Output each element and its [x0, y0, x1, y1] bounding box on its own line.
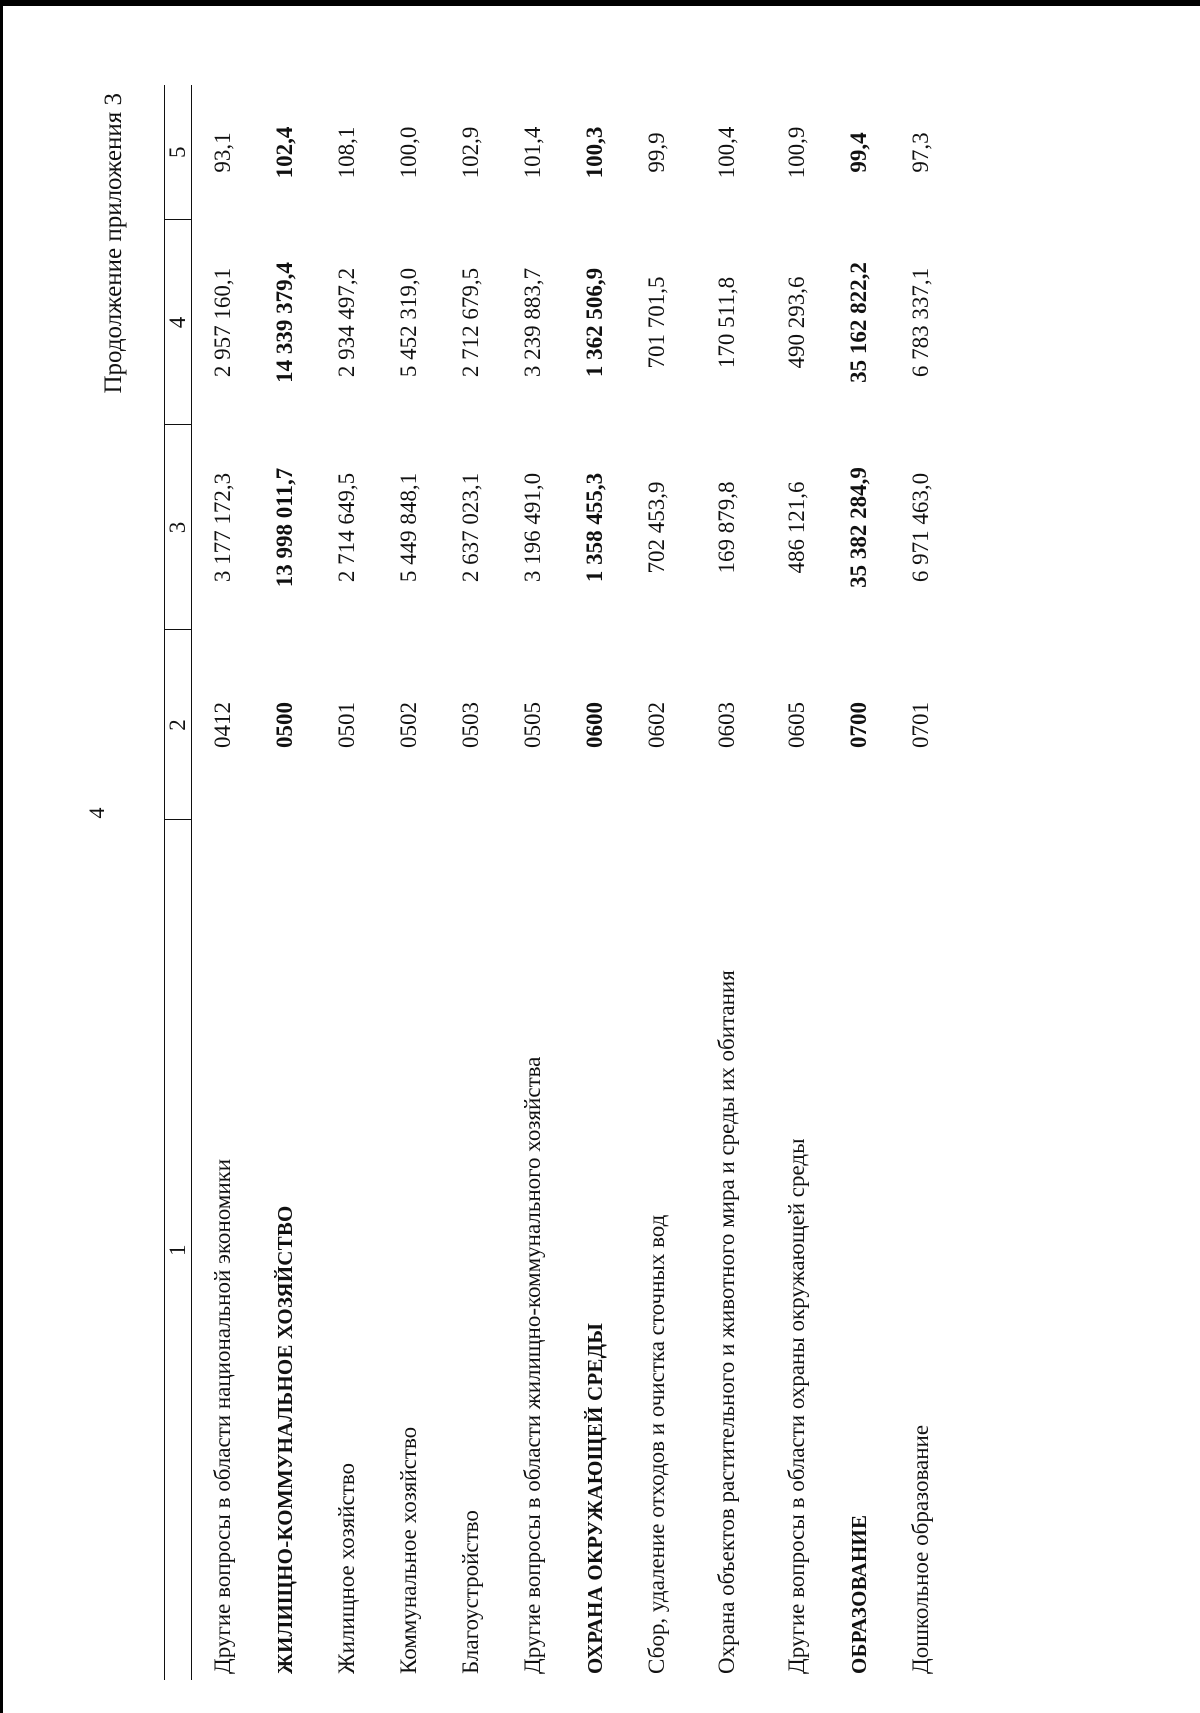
- row-percent-col5: 100,0: [395, 126, 421, 179]
- table-row: [192, 85, 254, 1680]
- row-percent-col5: 100,4: [713, 126, 739, 179]
- row-code: 0505: [519, 702, 545, 748]
- row-value-col3: 702 453,9: [643, 481, 669, 574]
- row-code: 0501: [333, 702, 359, 748]
- header-col-3: 3: [165, 425, 192, 630]
- table-row: [440, 85, 502, 1680]
- row-name: ЖИЛИЩНО-КОММУНАЛЬНОЕ ХОЗЯЙСТВО: [272, 1205, 297, 1674]
- row-value-col3: 2 637 023,1: [457, 472, 483, 583]
- row-percent-col5: 100,3: [581, 126, 607, 179]
- row-name: Благоустройство: [457, 1510, 483, 1674]
- table-row: [564, 85, 626, 1680]
- row-value-col3: 1 358 455,3: [581, 472, 607, 583]
- row-code: 0502: [395, 702, 421, 748]
- row-code: 0603: [713, 702, 739, 748]
- row-name: Другие вопросы в области жилищно-коммунального хозяйства: [519, 1056, 545, 1674]
- budget-table: [164, 85, 952, 1680]
- table-row: [626, 85, 688, 1680]
- row-percent-col5: 102,4: [271, 126, 297, 179]
- row-value-col3: 6 971 463,0: [907, 472, 933, 583]
- row-value-col4: 35 162 822,2: [845, 262, 871, 383]
- row-code: 0412: [209, 702, 235, 748]
- row-percent-col5: 108,1: [333, 126, 359, 179]
- row-name: Дошкольное образование: [907, 1424, 933, 1674]
- row-value-col4: 701 701,5: [643, 276, 669, 369]
- row-percent-col5: 97,3: [907, 132, 933, 173]
- row-percent-col5: 99,9: [643, 132, 669, 173]
- row-code: 0600: [581, 702, 607, 748]
- row-value-col3: 13 998 011,7: [271, 467, 297, 588]
- row-code: 0700: [845, 702, 871, 748]
- row-name: Охрана объектов растительного и животного мира и среды их обитания: [713, 970, 739, 1674]
- row-name: Сбор, удаление отходов и очистка сточных вод: [643, 1214, 669, 1674]
- row-name: ОХРАНА ОКРУЖАЮЩЕЙ СРЕДЫ: [582, 1322, 607, 1674]
- row-value-col4: 3 239 883,7: [519, 267, 545, 378]
- row-value-col4: 170 511,8: [713, 276, 739, 369]
- page-number: 4: [84, 807, 109, 819]
- table-row: [378, 85, 440, 1680]
- table-row: [688, 85, 766, 1680]
- header-col-4: 4: [165, 220, 192, 425]
- row-value-col3: 3 196 491,0: [519, 472, 545, 583]
- row-percent-col5: 102,9: [457, 126, 483, 179]
- row-value-col4: 5 452 319,0: [395, 267, 421, 378]
- row-value-col3: 35 382 284,9: [845, 467, 871, 588]
- row-value-col4: 6 783 337,1: [907, 267, 933, 378]
- header-col-5: 5: [165, 85, 192, 220]
- row-value-col4: 2 934 497,2: [333, 267, 359, 378]
- table-row: [890, 85, 952, 1680]
- sheet-title: Продолжение приложения 3: [100, 93, 127, 394]
- row-value-col4: 14 339 379,4: [271, 262, 297, 383]
- row-value-col3: 169 879,8: [713, 481, 739, 574]
- row-name: Другие вопросы в области национальной экономики: [209, 1158, 235, 1674]
- row-value-col4: 490 293,6: [783, 276, 809, 369]
- row-value-col3: 3 177 172,3: [209, 472, 235, 583]
- row-name: Жилищное хозяйство: [333, 1462, 359, 1674]
- row-percent-col5: 93,1: [209, 132, 235, 173]
- row-code: 0503: [457, 702, 483, 748]
- header-row: [165, 85, 192, 1680]
- row-value-col3: 5 449 848,1: [395, 472, 421, 583]
- row-value-col4: 1 362 506,9: [581, 267, 607, 378]
- row-percent-col5: 100,9: [783, 126, 809, 179]
- row-code: 0605: [783, 702, 809, 748]
- row-code: 0500: [271, 702, 297, 748]
- table-row: [766, 85, 828, 1680]
- row-value-col4: 2 957 160,1: [209, 267, 235, 378]
- table-row: [502, 85, 564, 1680]
- row-name: Коммунальное хозяйство: [395, 1426, 421, 1674]
- table-row: [828, 85, 890, 1680]
- row-name: Другие вопросы в области охраны окружающей среды: [783, 1138, 809, 1674]
- header-col-2: 2: [165, 630, 192, 820]
- row-percent-col5: 99,4: [845, 132, 871, 173]
- table-row: [254, 85, 316, 1680]
- row-percent-col5: 101,4: [519, 126, 545, 179]
- row-value-col3: 2 714 649,5: [333, 472, 359, 583]
- row-code: 0602: [643, 702, 669, 748]
- row-name: ОБРАЗОВАНИЕ: [846, 1514, 871, 1674]
- row-code: 0701: [907, 702, 933, 748]
- header-col-1: 1: [165, 820, 192, 1680]
- table-row: [316, 85, 378, 1680]
- row-value-col3: 486 121,6: [783, 481, 809, 574]
- row-value-col4: 2 712 679,5: [457, 267, 483, 378]
